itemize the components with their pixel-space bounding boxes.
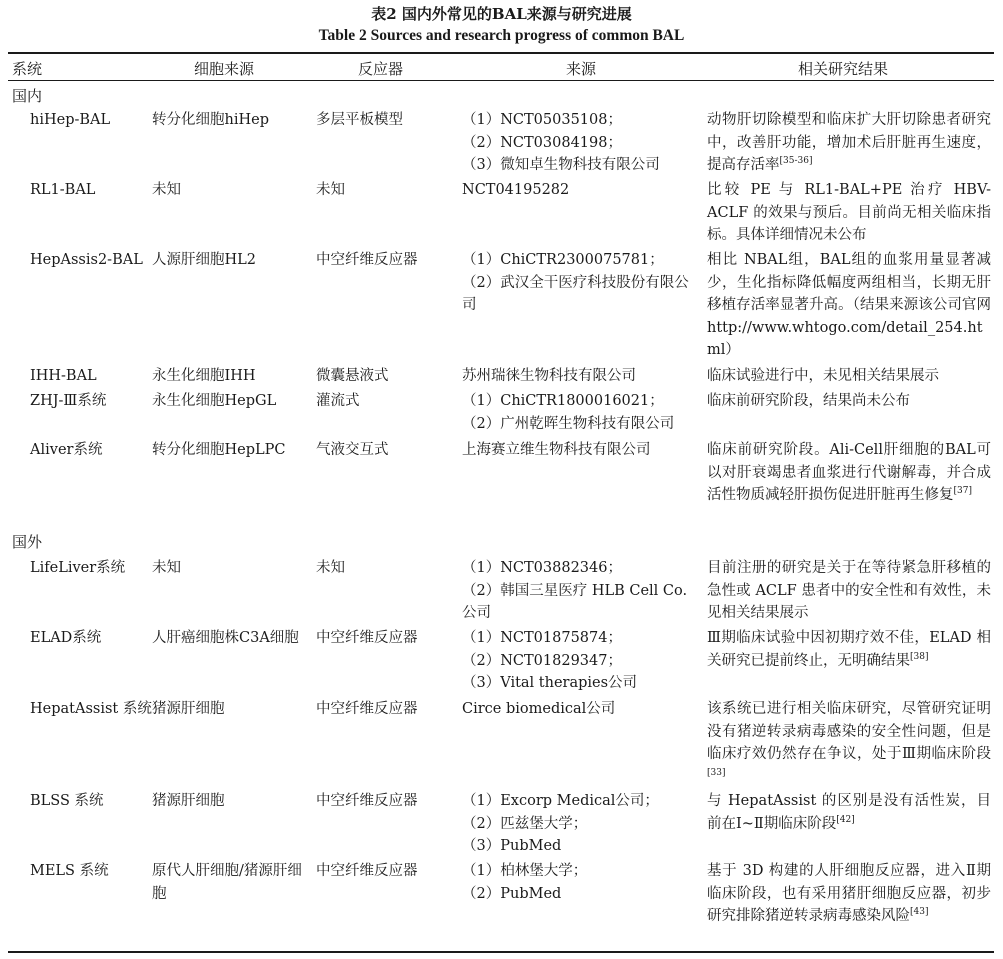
- cell-system: RL1-BAL: [30, 182, 96, 198]
- citation: [38]: [910, 651, 929, 662]
- cell-system: BLSS 系统: [30, 793, 104, 809]
- result-text: 临床前研究阶段。Ali-Cell肝细胞的BAL可以对肝衰竭患者血浆进行代谢解毒，并合成活性物质减轻肝损伤促进肝脏再生修复: [707, 442, 991, 503]
- cell-system: ELAD系统: [30, 630, 102, 646]
- top-rule: [8, 52, 994, 54]
- cell-source: [462, 627, 707, 695]
- source-line: （3）Vital therapies公司: [462, 675, 638, 691]
- cell-source: [462, 557, 698, 625]
- result-text: 与 HepatAssist 的区别是没有活性炭，目前在Ⅰ~Ⅱ期临床阶段: [707, 793, 991, 832]
- source-line: （2）PubMed: [462, 885, 562, 902]
- source-line: 上海赛立维生物科技有限公司: [462, 442, 651, 458]
- source-line: （2）匹兹堡大学；: [462, 815, 588, 832]
- result-text: 临床前研究阶段，结果尚未公布: [707, 393, 910, 409]
- cell-result: [707, 109, 991, 177]
- cell-system: LifeLiver系统: [30, 560, 126, 576]
- cell-result: [707, 557, 991, 625]
- source-line: （2）广州乾晖生物科技有限公司: [462, 415, 675, 432]
- source-line: Circe biomedical公司: [462, 701, 616, 717]
- citation: [35-36]: [779, 156, 813, 166]
- source-line: NCT04195282: [462, 182, 570, 198]
- cell-reactor: 灌流式: [316, 393, 360, 409]
- header-system: 系统: [12, 60, 43, 78]
- table-title-cn: 表2 国内外常见的BAL来源与研究进展: [371, 5, 632, 23]
- cell-system: HepAssis2-BAL: [30, 252, 143, 268]
- cell-source: [462, 109, 707, 177]
- cell-system: ZHJ-Ⅲ系统: [30, 393, 107, 409]
- cell-cell-source: 人源肝细胞HL2: [152, 252, 256, 268]
- cell-result: [707, 790, 991, 835]
- source-line: （2）NCT03084198；: [462, 134, 622, 151]
- cell-cell-source: 未知: [152, 560, 181, 576]
- section-label-foreign: 国外: [12, 533, 43, 551]
- source-line: （2）武汉全干医疗科技股份有限公司: [462, 274, 689, 313]
- source-line: （2）NCT01829347；: [462, 652, 622, 669]
- cell-source: [462, 790, 707, 858]
- source-line: 苏州瑞徕生物科技有限公司: [462, 368, 636, 384]
- cell-result: [707, 179, 991, 247]
- cell-system: Aliver系统: [30, 442, 103, 458]
- cell-system: HepatAssist 系统: [30, 701, 152, 717]
- cell-source: [462, 439, 707, 462]
- source-line: （3）微知卓生物科技有限公司: [462, 157, 660, 173]
- cell-source: [462, 860, 707, 905]
- cell-cell-source: 猪源肝细胞: [152, 701, 225, 717]
- result-text: 动物肝切除模型和临床扩大肝切除患者研究中，改善肝功能，增加术后肝脏再生速度，提高存活率: [707, 112, 991, 173]
- source-line: （1）ChiCTR1800016021；: [462, 393, 664, 409]
- cell-source: [462, 698, 707, 721]
- source-line: （1）ChiCTR2300075781；: [462, 252, 664, 268]
- cell-reactor: 多层平板模型: [316, 112, 403, 128]
- cell-result: [707, 627, 991, 672]
- result-text: 临床试验进行中，未见相关结果展示: [707, 368, 939, 384]
- result-text: 该系统已进行相关临床研究，尽管研究证明没有猪逆转录病毒感染的安全性问题，但是临床疗效仍然存在争议，处于Ⅲ期临床阶段: [707, 701, 991, 762]
- source-line: （1）Excorp Medical公司；: [462, 793, 659, 809]
- header-results: 相关研究结果: [798, 60, 889, 78]
- cell-source: [462, 365, 707, 388]
- cell-reactor: 未知: [316, 560, 345, 576]
- cell-cell-source: 原代人肝细胞/猪源肝细胞: [152, 863, 302, 902]
- bottom-rule: [8, 951, 994, 953]
- citation: [42]: [836, 814, 855, 825]
- cell-result: [707, 390, 991, 413]
- cell-reactor: 气液交互式: [316, 442, 389, 458]
- source-line: （1）柏林堡大学；: [462, 863, 588, 879]
- header-source: 来源: [566, 60, 597, 78]
- cell-cell-source: 人肝癌细胞株C3A细胞: [152, 630, 299, 646]
- result-text: 比较 PE 与 RL1-BAL+PE 治疗 HBV-ACLF 的效果与预后。目前尚无相关临床指标。具体详细情况未公布: [707, 182, 991, 243]
- source-line: （1）NCT01875874；: [462, 630, 622, 646]
- cell-result: [707, 698, 991, 788]
- cell-reactor: 未知: [316, 182, 345, 198]
- cell-source: [462, 390, 707, 435]
- result-text: Ⅲ期临床试验中因初期疗效不佳，ELAD 相关研究已提前终止，无明确结果: [707, 630, 991, 669]
- cell-source: [462, 179, 707, 202]
- cell-result: [707, 860, 991, 928]
- citation: [43]: [910, 907, 929, 917]
- source-line: （2）韩国三星医疗 HLB Cell Co.公司: [462, 582, 688, 621]
- header-reactor: 反应器: [358, 60, 404, 78]
- cell-system: MELS 系统: [30, 863, 109, 879]
- cell-result: [707, 249, 991, 362]
- cell-reactor: 微囊悬液式: [316, 368, 389, 384]
- cell-cell-source: 未知: [152, 182, 181, 198]
- result-text: 相比 NBAL组，BAL组的血浆用量显著减少，生化指标降低幅度两组相当，长期无肝移植存活率显著升高。（结果来源该公司官网 http://www.whtogo.com/detail_254.html）: [707, 252, 991, 358]
- section-label-domestic: 国内: [12, 87, 43, 105]
- header-cell-source: 细胞来源: [194, 60, 255, 78]
- cell-source: [462, 249, 698, 317]
- cell-system: IHH-BAL: [30, 368, 97, 384]
- cell-reactor: 中空纤维反应器: [316, 252, 418, 268]
- cell-result: [707, 439, 991, 507]
- cell-cell-source: 转分化细胞hiHep: [152, 112, 269, 128]
- cell-cell-source: 永生化细胞IHH: [152, 368, 256, 384]
- cell-cell-source: 永生化细胞HepGL: [152, 393, 277, 409]
- cell-result: [707, 365, 991, 388]
- cell-cell-source: 转分化细胞HepLPC: [152, 442, 286, 458]
- result-text: 目前注册的研究是关于在等待紧急肝移植的急性或 ACLF 患者中的安全性和有效性，未见相关结果展示: [707, 560, 991, 621]
- cell-reactor: 中空纤维反应器: [316, 863, 418, 879]
- source-line: （1）NCT05035108；: [462, 112, 622, 128]
- result-text: 基于 3D 构建的人肝细胞反应器，进入Ⅱ期临床阶段，也有采用猪肝细胞反应器，初步研究排除猪逆转录病毒感染风险: [707, 863, 991, 924]
- source-line: （3）PubMed: [462, 838, 562, 854]
- cell-system: hiHep-BAL: [30, 112, 111, 128]
- cell-reactor: 中空纤维反应器: [316, 701, 418, 717]
- header-rule: [8, 80, 994, 81]
- cell-cell-source: 猪源肝细胞: [152, 793, 225, 809]
- citation: [37]: [953, 486, 972, 496]
- cell-reactor: 中空纤维反应器: [316, 630, 418, 646]
- cell-reactor: 中空纤维反应器: [316, 793, 418, 809]
- citation: [33]: [707, 767, 726, 778]
- source-line: （1）NCT03882346；: [462, 560, 622, 576]
- table-title-en: Table 2 Sources and research progress of common BAL: [318, 27, 685, 44]
